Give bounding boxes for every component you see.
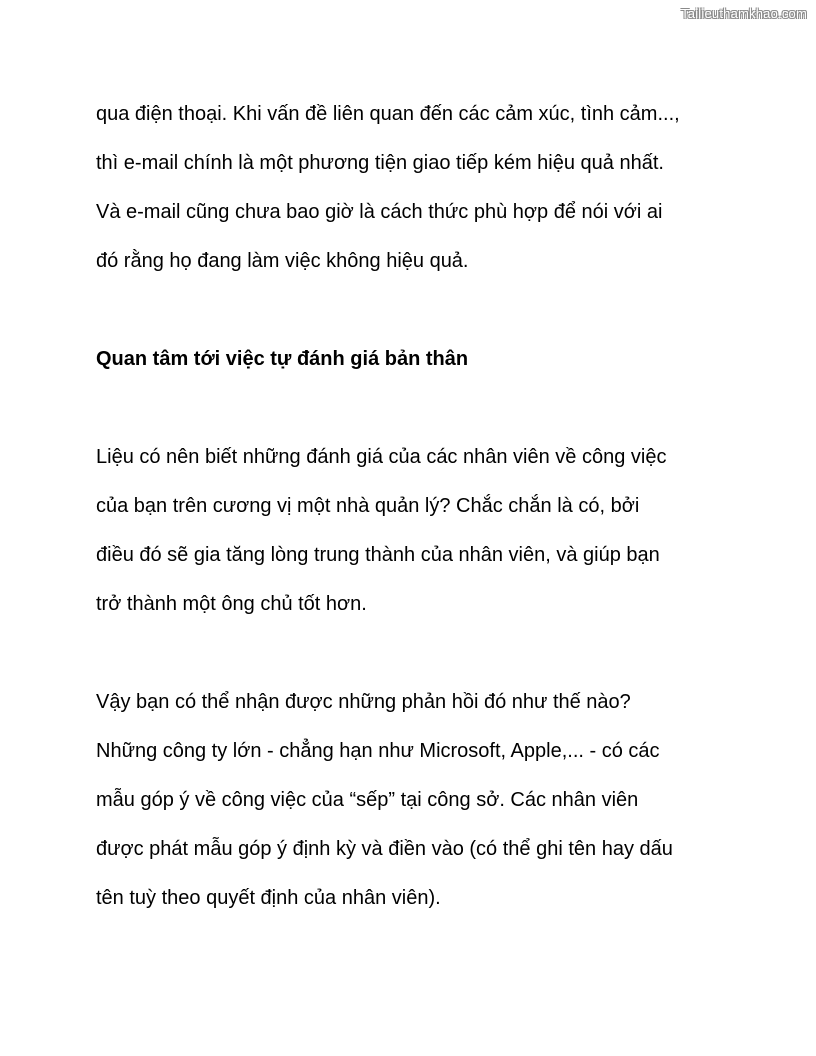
paragraph-line: Vậy bạn có thể nhận được những phản hồi đó như thế nào?: [96, 691, 631, 713]
paragraph-3: [96, 678, 756, 923]
paragraph-spacer: [96, 384, 756, 433]
paragraph-line: trở thành một ông chủ tốt hơn.: [96, 593, 367, 615]
paragraph-spacer: [96, 629, 756, 678]
paragraph-2: [96, 433, 756, 629]
paragraph-line: Liệu có nên biết những đánh giá của các nhân viên về công việc: [96, 446, 667, 468]
paragraph-line: mẫu góp ý về công việc của “sếp” tại công sở. Các nhân viên: [96, 789, 639, 811]
paragraph-1: [96, 90, 756, 286]
paragraph-line: Những công ty lớn - chẳng hạn như Microsoft, Apple,... - có các: [96, 740, 660, 762]
paragraph-line: thì e-mail chính là một phương tiện giao tiếp kém hiệu quả nhất.: [96, 152, 664, 174]
section-heading: Quan tâm tới việc tự đánh giá bản thân: [96, 348, 469, 370]
document-body: [96, 90, 756, 923]
paragraph-line: được phát mẫu góp ý định kỳ và điền vào (có thể ghi tên hay dấu: [96, 838, 673, 860]
paragraph-line: qua điện thoại. Khi vấn đề liên quan đến các cảm xúc, tình cảm...,: [96, 103, 680, 125]
paragraph-line: điều đó sẽ gia tăng lòng trung thành của nhân viên, và giúp bạn: [96, 544, 660, 566]
paragraph-line: tên tuỳ theo quyết định của nhân viên).: [96, 887, 441, 909]
watermark-text: Tailieuthamkhao.com: [681, 6, 807, 21]
paragraph-line: của bạn trên cương vị một nhà quản lý? Chắc chắn là có, bởi: [96, 495, 640, 517]
paragraph-spacer: [96, 286, 756, 335]
paragraph-line: Và e-mail cũng chưa bao giờ là cách thức phù hợp để nói với ai: [96, 201, 663, 223]
paragraph-line: đó rằng họ đang làm việc không hiệu quả.: [96, 250, 469, 272]
